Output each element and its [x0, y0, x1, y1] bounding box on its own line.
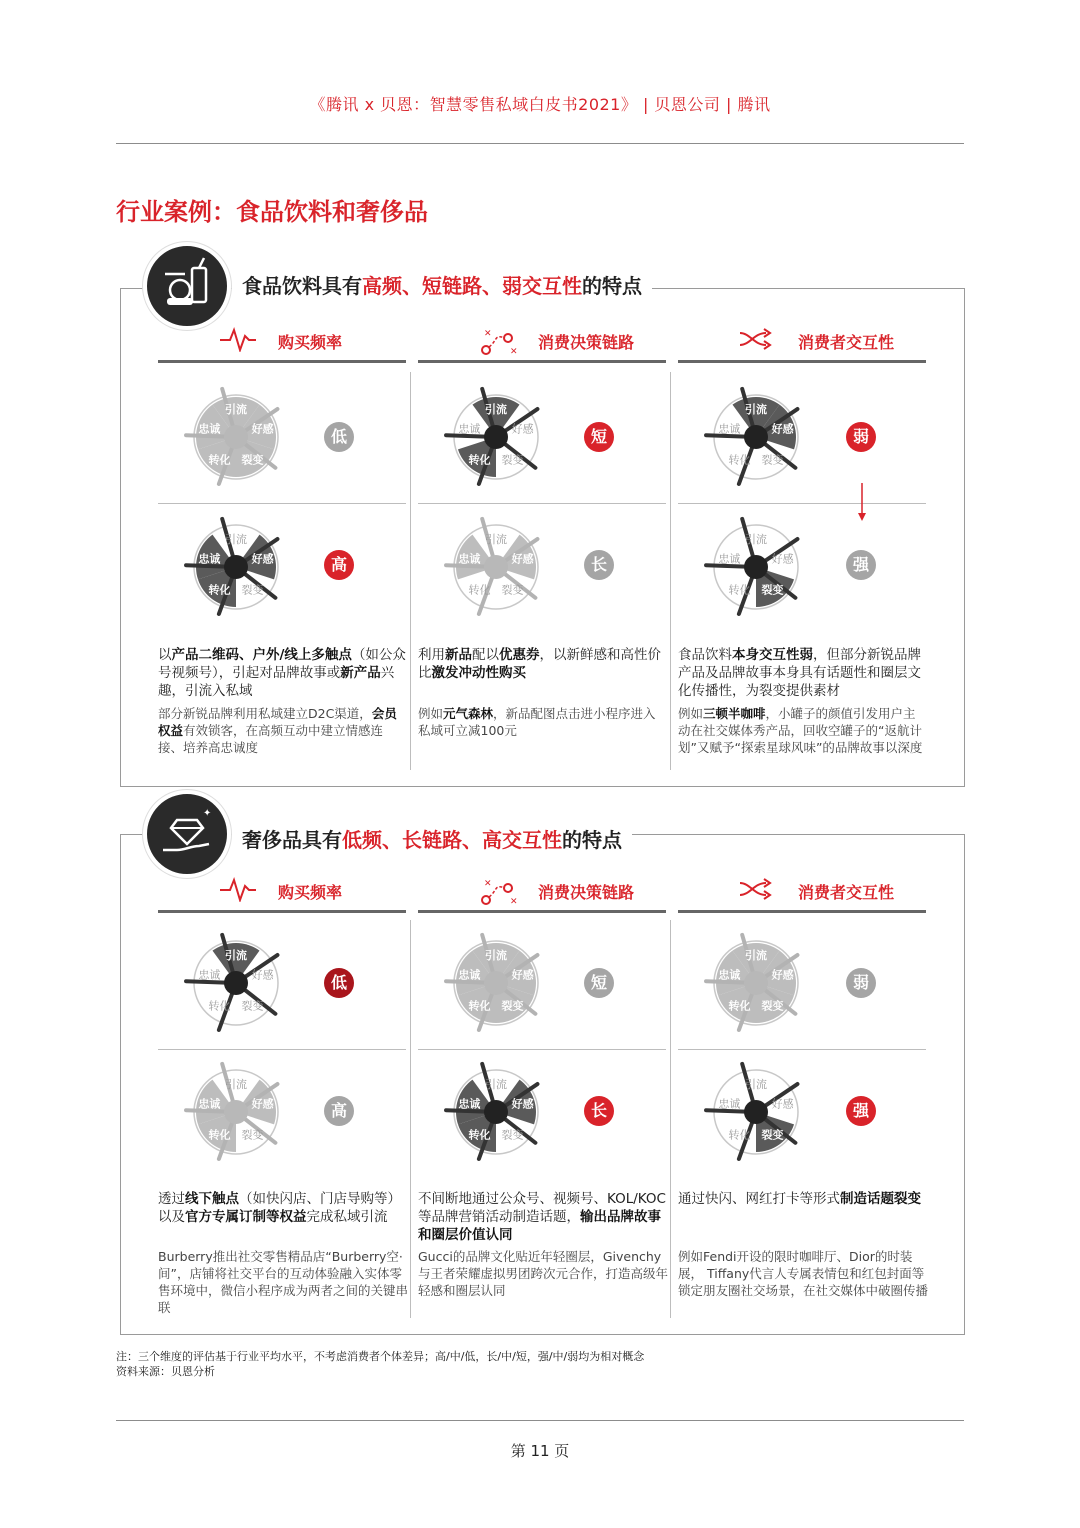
rating-badge: 短	[584, 968, 614, 998]
route-icon	[478, 326, 518, 356]
section-heading-food	[232, 270, 652, 299]
wheel-label: 裂变	[761, 1128, 784, 1142]
page-title: 行业案例：食品饮料和奢侈品	[116, 198, 428, 226]
wheel-label: 好感	[771, 552, 794, 566]
wheel-label: 好感	[251, 422, 274, 436]
page-header: 《腾讯 x 贝恩：智慧零售私域白皮书2021》 | 贝恩公司 | 腾讯	[309, 95, 771, 114]
wheel-label: 裂变	[241, 583, 264, 597]
text-run: 以	[158, 647, 172, 663]
text-run: 透过	[158, 1191, 185, 1207]
wheel-label: 转化	[208, 999, 231, 1013]
text-run: 配以	[472, 647, 499, 663]
col-label: 消费决策链路	[538, 883, 635, 902]
wheel-hub	[744, 971, 768, 995]
process-wheel	[706, 517, 806, 617]
bold-text-run: 会员权益	[158, 706, 397, 738]
process-wheel	[446, 517, 546, 617]
text-run: 兴趣，引流入私域	[158, 665, 395, 699]
col-head-frequency	[158, 324, 406, 363]
column-text	[418, 646, 668, 682]
col-label: 消费者交互性	[798, 333, 895, 352]
wheel-label: 转化	[728, 583, 751, 597]
heading-suffix: 的特点	[562, 828, 622, 852]
wheel-label: 好感	[771, 968, 794, 982]
rating-badge: 弱	[846, 422, 876, 452]
source-note: 资料来源：贝恩分析	[116, 1365, 215, 1378]
text-run: 例如	[418, 706, 444, 721]
process-wheel	[446, 387, 546, 487]
row-divider	[418, 503, 666, 504]
wheel-label: 转化	[468, 453, 491, 467]
footer-divider	[116, 1420, 964, 1421]
text-run: Burberry推出社交零售精品店“Burberry空·间”，店铺将社交平台的互动体验融入实体零售环境中，微信小程序成为两者之间的关键串联	[158, 1249, 409, 1315]
heading-prefix: 食品饮料具有	[242, 274, 362, 298]
wheel-label: 转化	[468, 583, 491, 597]
column-subtext	[678, 1248, 928, 1299]
wheel-label: 转化	[728, 999, 751, 1013]
process-wheel	[186, 933, 286, 1033]
pulse-icon	[218, 876, 258, 902]
wheel-label: 转化	[208, 453, 231, 467]
col-head-interaction	[678, 874, 926, 913]
wheel-hub	[744, 555, 768, 579]
wheel-label: 引流	[745, 1078, 767, 1091]
bold-text-run: 新产品	[340, 665, 381, 681]
column-divider	[670, 920, 671, 1318]
rating-badge: 低	[324, 422, 354, 452]
text-run: ，新品配图点击进小程序进入私域可立减100元	[418, 706, 656, 738]
rating-badge: 弱	[846, 968, 876, 998]
row-divider	[418, 1049, 666, 1050]
col-head-decision	[418, 874, 666, 913]
rating-badge: 高	[324, 550, 354, 580]
wheel-label: 好感	[771, 1097, 794, 1111]
wheel-label: 好感	[771, 422, 794, 436]
bold-text-run: 线下触点	[185, 1191, 239, 1207]
column-subtext	[158, 705, 408, 756]
footnote: 注：三个维度的评估基于行业平均水平，不考虑消费者个体差异；高/中/低，长/中/短，强/中/弱均为相对概念	[116, 1350, 645, 1363]
svg-text:✦: ✦	[203, 808, 212, 819]
col-label: 消费者交互性	[798, 883, 895, 902]
column-text	[678, 646, 928, 700]
wheel-label: 裂变	[241, 453, 264, 467]
column-text	[158, 1190, 408, 1226]
column-subtext	[418, 1248, 668, 1299]
bold-text-run: 制造话题裂变	[840, 1191, 921, 1207]
col-label: 购买频率	[278, 333, 343, 352]
wheel-label: 裂变	[241, 1128, 264, 1142]
column-subtext	[158, 1248, 408, 1316]
heading-highlight: 低频、长链路、高交互性	[342, 828, 562, 852]
svg-text:✕: ✕	[510, 347, 518, 356]
wheel-label: 裂变	[241, 999, 264, 1013]
wheel-label: 转化	[468, 1128, 491, 1142]
process-wheel	[186, 517, 286, 617]
column-subtext	[678, 705, 928, 756]
svg-text:✕: ✕	[484, 879, 492, 889]
column-text	[158, 646, 408, 700]
food-drink-icon	[143, 242, 231, 330]
column-text	[678, 1190, 928, 1208]
bold-text-run: 元气森林	[443, 706, 494, 721]
wheel-label: 忠诚	[718, 1097, 741, 1111]
wheel-label: 忠诚	[198, 422, 221, 436]
row-divider	[158, 503, 406, 504]
wheel-label: 转化	[728, 1128, 751, 1142]
rating-badge: 强	[846, 550, 876, 580]
process-wheel	[446, 933, 546, 1033]
process-wheel	[186, 387, 286, 487]
text-run: ，小罐子的颜值引发用户主动在社交媒体秀产品，回收空罐子的“返航计划”又赋予“探索星球风味”的品牌故事以深度	[678, 706, 923, 755]
text-run: 部分新锐品牌利用私域建立D2C渠道，	[158, 706, 372, 721]
wheel-hub	[484, 971, 508, 995]
wheel-label: 裂变	[761, 583, 784, 597]
wheel-label: 忠诚	[718, 968, 741, 982]
wheel-label: 引流	[485, 533, 507, 546]
rating-badge: 长	[584, 1096, 614, 1126]
wheel-label: 忠诚	[458, 968, 481, 982]
bold-text-run: 本身交互性弱	[732, 647, 813, 663]
bold-text-run: 三顿半咖啡	[703, 706, 766, 721]
column-divider	[410, 920, 411, 1318]
bold-text-run: 优惠券	[499, 647, 540, 663]
column-divider	[410, 372, 411, 770]
rating-badge: 低	[324, 968, 354, 998]
wheel-label: 引流	[485, 1078, 507, 1091]
text-run: 利用	[418, 647, 445, 663]
wheel-label: 裂变	[761, 999, 784, 1013]
wheel-label: 裂变	[501, 583, 524, 597]
wheel-label: 引流	[485, 949, 507, 962]
bold-text-run: 产品二维码、户外/线上多触点	[171, 647, 352, 663]
text-run: ，以新鲜感和高性价比	[418, 647, 661, 681]
wheel-label: 转化	[728, 453, 751, 467]
wheel-label: 好感	[511, 552, 534, 566]
process-wheel	[706, 1062, 806, 1162]
text-run: （如快闪店、门店导购等）以及	[158, 1191, 401, 1225]
wheel-label: 好感	[511, 968, 534, 982]
wheel-label: 忠诚	[198, 968, 221, 982]
pulse-icon	[218, 326, 258, 352]
wheel-hub	[224, 971, 248, 995]
wheel-hub	[484, 555, 508, 579]
wheel-label: 引流	[225, 1078, 247, 1091]
text-run: 例如	[678, 706, 704, 721]
wheel-label: 裂变	[501, 453, 524, 467]
wheel-label: 转化	[208, 1128, 231, 1142]
rating-badge: 长	[584, 550, 614, 580]
heading-suffix: 的特点	[582, 274, 642, 298]
text-run: 通过快闪、网红打卡等形式	[678, 1191, 840, 1207]
bold-text-run: 输出品牌故事和圈层价值认同	[418, 1209, 661, 1243]
row-divider	[158, 1049, 406, 1050]
bold-text-run: 激发冲动性购买	[431, 665, 526, 681]
text-run: Gucci的品牌文化贴近年轻圈层，Givenchy与王者荣耀虚拟男团跨次元合作，打造高级年轻感和圈层认同	[418, 1249, 669, 1298]
shuffle-icon	[738, 326, 778, 352]
wheel-label: 好感	[251, 552, 274, 566]
svg-text:✕: ✕	[510, 897, 518, 906]
text-run: 不间断地通过公众号、视频号、KOL/KOC等品牌营销活动制造话题，	[418, 1191, 666, 1225]
wheel-label: 好感	[251, 968, 274, 982]
rating-badge: 高	[324, 1096, 354, 1126]
col-label: 购买频率	[278, 883, 343, 902]
wheel-label: 忠诚	[458, 552, 481, 566]
text-run: （如公众号视频号），引起对品牌故事或	[158, 647, 406, 681]
process-wheel	[706, 387, 806, 487]
route-icon	[478, 876, 518, 906]
wheel-label: 忠诚	[718, 422, 741, 436]
rating-badge: 短	[584, 422, 614, 452]
column-divider	[670, 372, 671, 770]
col-label: 消费决策链路	[538, 333, 635, 352]
wheel-hub	[744, 425, 768, 449]
wheel-label: 忠诚	[198, 552, 221, 566]
wheel-label: 引流	[225, 533, 247, 546]
wheel-label: 引流	[745, 533, 767, 546]
header-divider	[116, 143, 964, 144]
wheel-hub	[224, 555, 248, 579]
row-divider	[678, 503, 926, 504]
col-head-frequency	[158, 874, 406, 913]
wheel-label: 引流	[225, 949, 247, 962]
process-wheel	[706, 933, 806, 1033]
heading-prefix: 奢侈品具有	[242, 828, 342, 852]
wheel-label: 忠诚	[198, 1097, 221, 1111]
wheel-hub	[484, 1100, 508, 1124]
wheel-label: 引流	[745, 403, 767, 416]
column-text	[418, 1190, 668, 1244]
process-wheel	[446, 1062, 546, 1162]
luxury-gift-icon	[143, 790, 231, 878]
down-arrow-icon	[858, 483, 866, 523]
wheel-hub	[744, 1100, 768, 1124]
wheel-label: 忠诚	[718, 552, 741, 566]
wheel-label: 忠诚	[458, 422, 481, 436]
wheel-label: 裂变	[501, 999, 524, 1013]
text-run: 完成私域引流	[306, 1209, 388, 1225]
col-head-decision	[418, 324, 666, 363]
wheel-label: 引流	[485, 403, 507, 416]
wheel-hub	[224, 1100, 248, 1124]
section-heading-luxury	[232, 824, 632, 853]
wheel-label: 忠诚	[458, 1097, 481, 1111]
wheel-label: 转化	[468, 999, 491, 1013]
text-run: 食品饮料	[678, 647, 732, 663]
wheel-label: 裂变	[501, 1128, 524, 1142]
row-divider	[678, 1049, 926, 1050]
page-number: 第 11 页	[510, 1442, 570, 1460]
wheel-hub	[224, 425, 248, 449]
bold-text-run: 官方专属订制等权益	[185, 1209, 307, 1225]
heading-highlight: 高频、短链路、弱交互性	[362, 274, 582, 298]
text-run: ，但部分新锐品牌产品及品牌故事本身具有话题性和圈层文化传播性，为裂变提供素材	[678, 647, 921, 699]
bold-text-run: 新品	[445, 647, 472, 663]
svg-text:✕: ✕	[484, 329, 492, 339]
process-wheel	[186, 1062, 286, 1162]
wheel-label: 好感	[251, 1097, 274, 1111]
col-head-interaction	[678, 324, 926, 363]
rating-badge: 强	[846, 1096, 876, 1126]
wheel-label: 引流	[745, 949, 767, 962]
wheel-label: 好感	[511, 1097, 534, 1111]
wheel-label: 转化	[208, 583, 231, 597]
wheel-label: 裂变	[761, 453, 784, 467]
shuffle-icon	[738, 876, 778, 902]
wheel-label: 好感	[511, 422, 534, 436]
column-subtext	[418, 705, 668, 739]
text-run: 有效锁客，在高频互动中建立情感连接、培养高忠诚度	[158, 723, 384, 755]
text-run: 例如Fendi开设的限时咖啡厅、Dior的时装展， Tiffany代言人专属表情包和红包封面等锁定朋友圈社交场景，在社交媒体中破圈传播	[678, 1249, 929, 1298]
wheel-hub	[484, 425, 508, 449]
wheel-label: 引流	[225, 403, 247, 416]
